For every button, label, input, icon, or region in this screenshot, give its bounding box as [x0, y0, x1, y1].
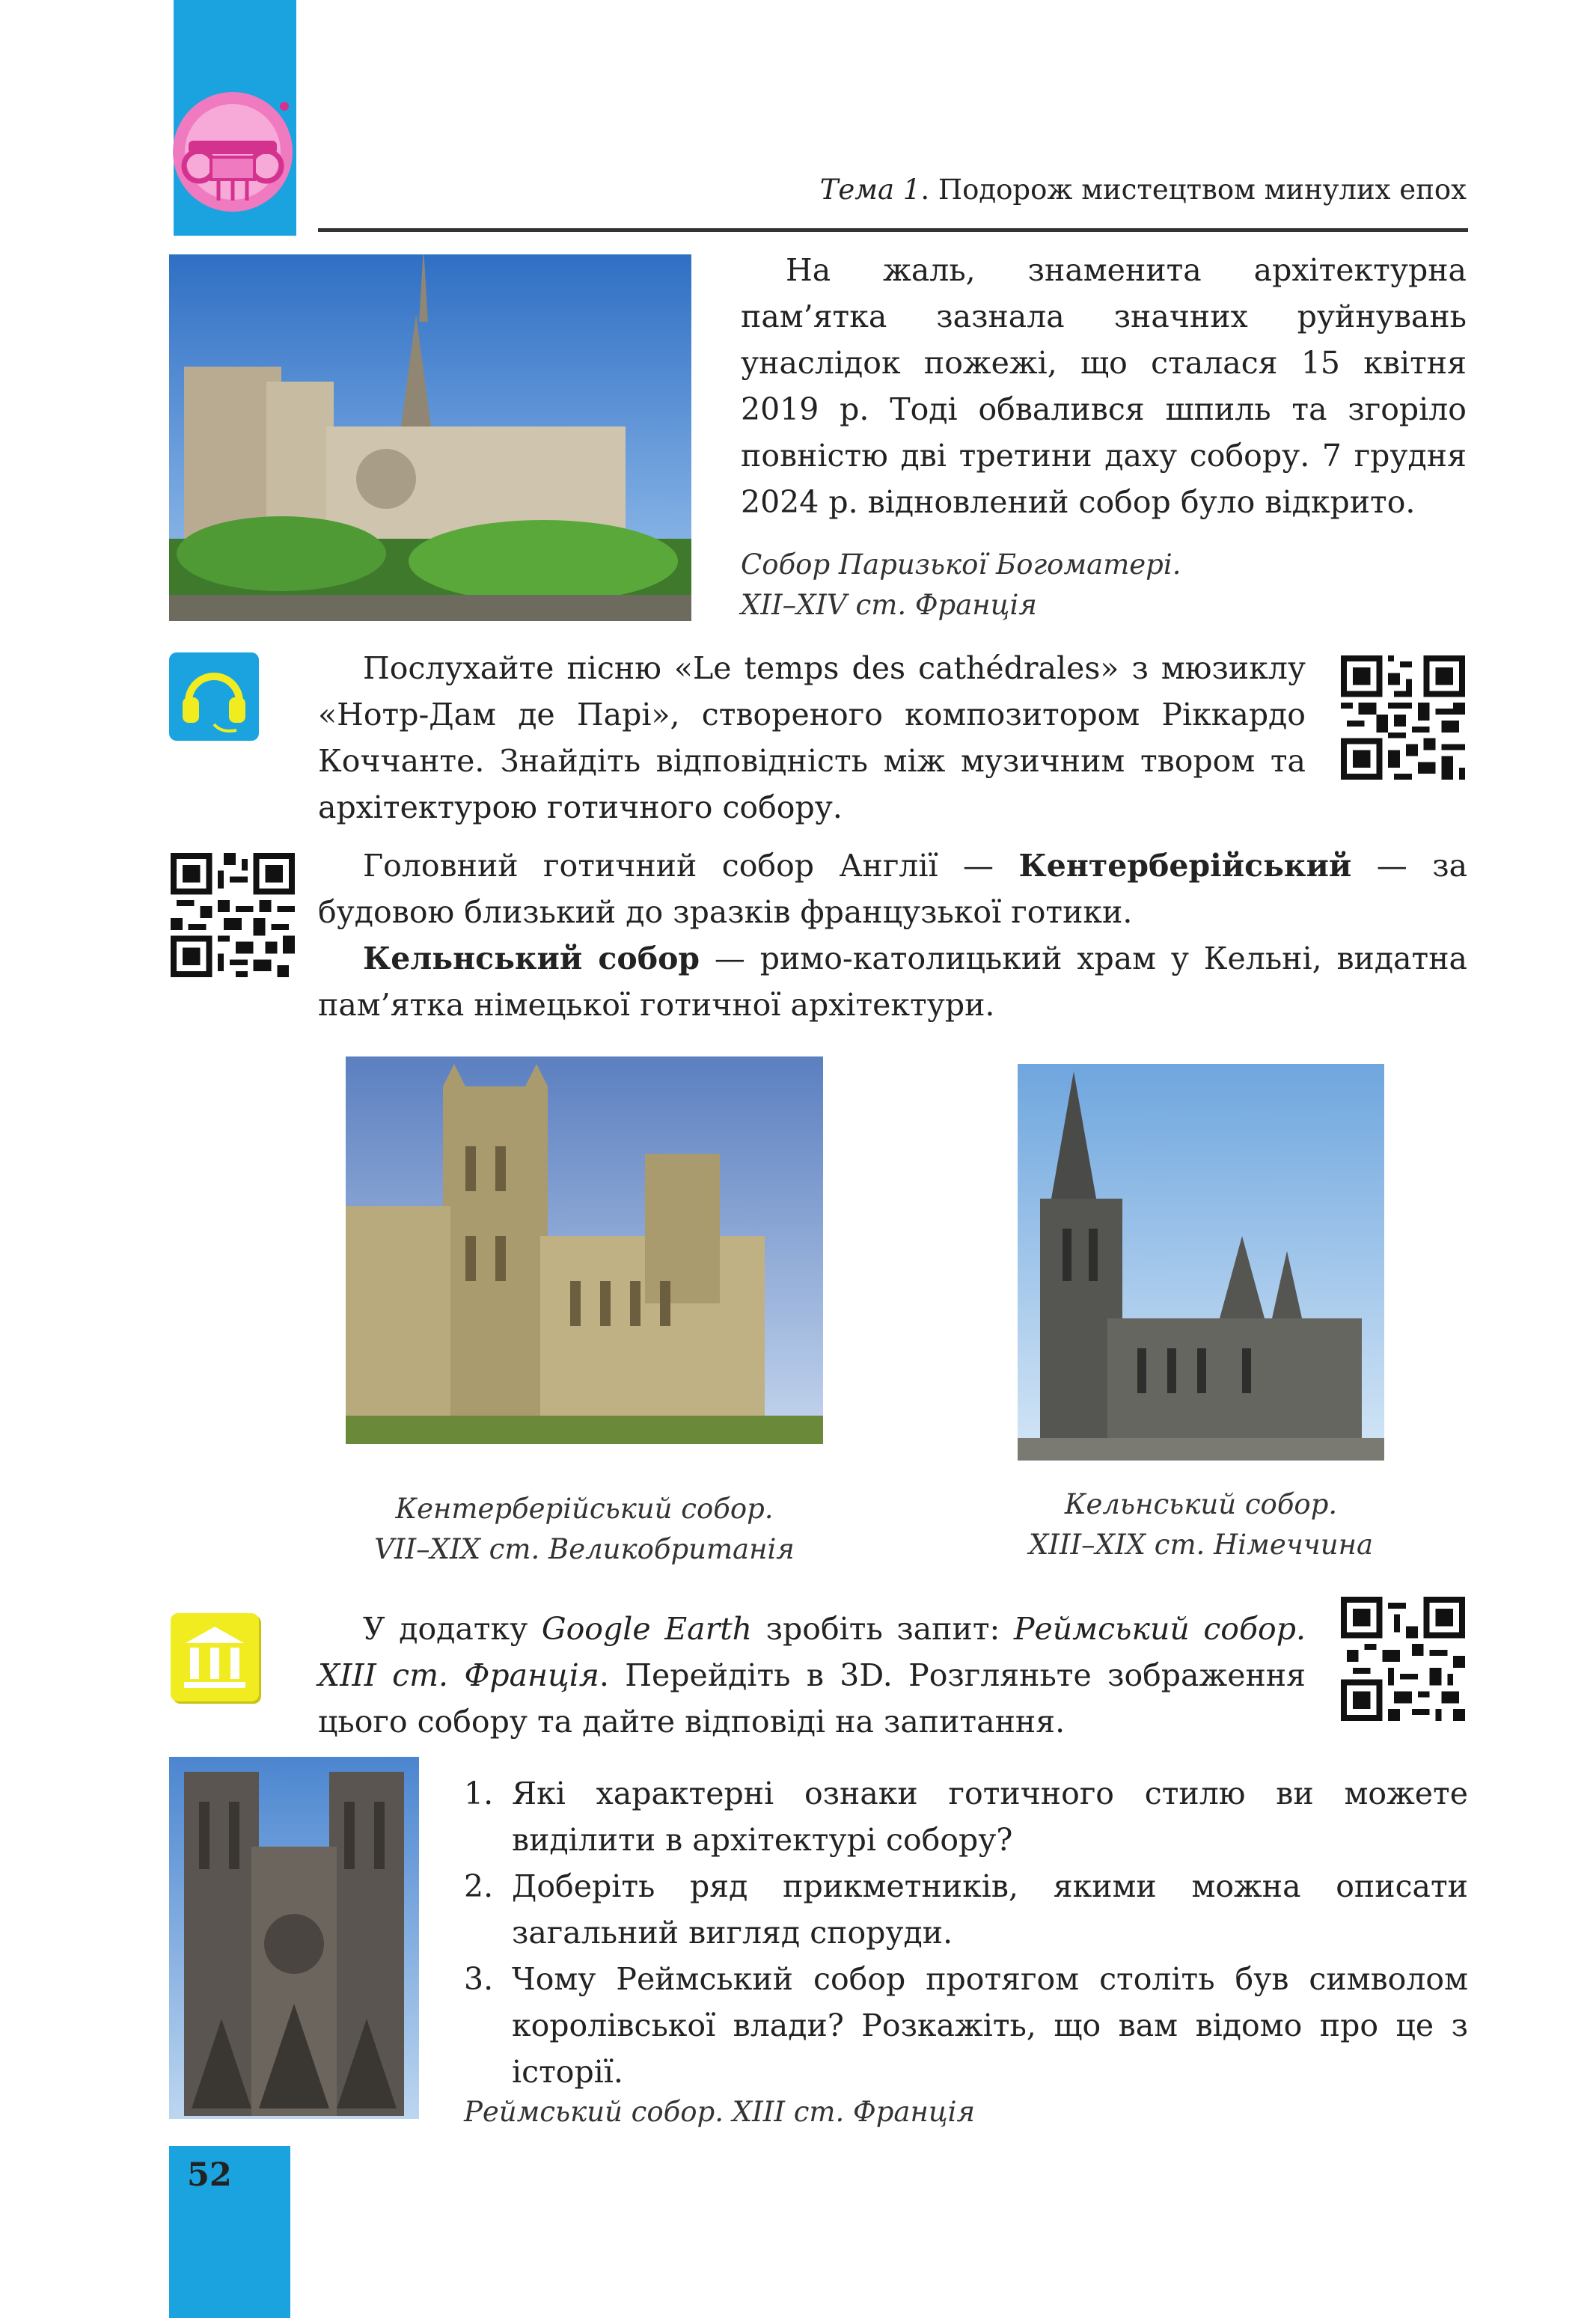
reims-photo: [169, 1757, 419, 2119]
question-number: 2.: [464, 1868, 494, 1904]
museum-icon: [171, 1613, 259, 1701]
notre-dame-caption-line1: Собор Паризької Богоматері.: [741, 548, 1181, 581]
ge-app-name: Google Earth: [541, 1611, 753, 1647]
cologne-caption-line1: Кельнський собор.: [1064, 1488, 1338, 1520]
ionic-capital-logo-icon: [166, 88, 299, 215]
running-header: [748, 174, 1467, 206]
question-item: [464, 1863, 1468, 1956]
questions-list: [464, 1770, 1468, 2095]
canterbury-text-start: Головний готичний собор Англії —: [363, 848, 1019, 884]
question-number: 3.: [464, 1961, 494, 1997]
canterbury-text-end: — за будовою близький до зразків французької готики.: [318, 848, 1468, 930]
qr-code-google-earth[interactable]: [1341, 1597, 1465, 1721]
cologne-text-end: — римо-католицький храм у Кельні, видатна пам’ятка німецької готичної архітектури.: [318, 941, 1468, 1023]
header-rule: [318, 228, 1468, 232]
ge-query: Реймський собор. XIII ст. Франція: [318, 1611, 1306, 1693]
cologne-caption: [973, 1484, 1429, 1565]
page-number: 52: [187, 2156, 232, 2194]
notre-dame-caption: [741, 545, 1265, 626]
canterbury-photo: [346, 1056, 823, 1444]
question-number: 1.: [464, 1776, 494, 1811]
qr-code-music[interactable]: [1341, 655, 1465, 780]
notre-dame-photo: [169, 254, 691, 621]
ge-text-3: зробіть запит:: [752, 1611, 1014, 1647]
reims-caption: Реймський собор. XIII ст. Франція: [464, 2096, 976, 2128]
cologne-photo: [1018, 1064, 1384, 1461]
headphones-icon: [169, 652, 259, 741]
canterbury-caption-line1: Кентерберійський собор.: [395, 1493, 774, 1525]
cologne-name: Кельнський собор: [363, 941, 700, 976]
ge-text-5: . Перейдіть в 3D. Розгляньте зображення цього собору та дайте відповіді на запитання.: [318, 1657, 1306, 1740]
question-item: [464, 1956, 1468, 2095]
cologne-paragraph: [318, 935, 1467, 1028]
topic-title: . Подорож мистецтвом минулих епох: [920, 174, 1467, 206]
topic-prefix: Тема 1: [819, 174, 921, 206]
canterbury-caption-line2: VII–XIX ст. Великобританія: [374, 1533, 795, 1565]
qr-code-cathedrals[interactable]: [171, 853, 295, 977]
cologne-caption-line2: XIII–XIX ст. Німеччина: [1028, 1529, 1374, 1561]
google-earth-paragraph: [318, 1606, 1306, 1745]
listen-paragraph: Послухайте пісню «Le temps des cathédrales» з мюзиклу «Нотр-Дам де Парі», створеного композитором Ріккардо Коччанте. Знайдіть відповідність між музичним твором та архітектурою готичного собору.: [318, 650, 1306, 825]
notre-dame-caption-line2: XII–XIV ст. Франція: [741, 589, 1037, 621]
question-item: [464, 1770, 1468, 1863]
question-text: Доберіть ряд прикметників, якими можна описати загальний вигляд споруди.: [512, 1868, 1468, 1951]
question-text: Які характерні ознаки готичного стилю ви можете виділити в архітектурі собору?: [512, 1776, 1468, 1858]
canterbury-caption: [346, 1489, 823, 1570]
question-text: Чому Реймський собор протягом століть був символом королівської влади? Розкажіть, що вам відомо про це з історії.: [512, 1961, 1468, 2090]
ge-text-1: У додатку: [363, 1611, 542, 1647]
canterbury-paragraph: [318, 843, 1467, 935]
intro-paragraph: На жаль, знаменита архітектурна пам’ятка зазнала значних руйнувань унаслідок пожежі, що сталася 15 квітня 2019 р. Тоді обвалився шпиль та згоріло повністю дві третини даху собору. 7 грудня 2024 р. відновлений собор було відкрито.: [741, 252, 1467, 520]
canterbury-name: Кентерберійський: [1018, 848, 1352, 884]
